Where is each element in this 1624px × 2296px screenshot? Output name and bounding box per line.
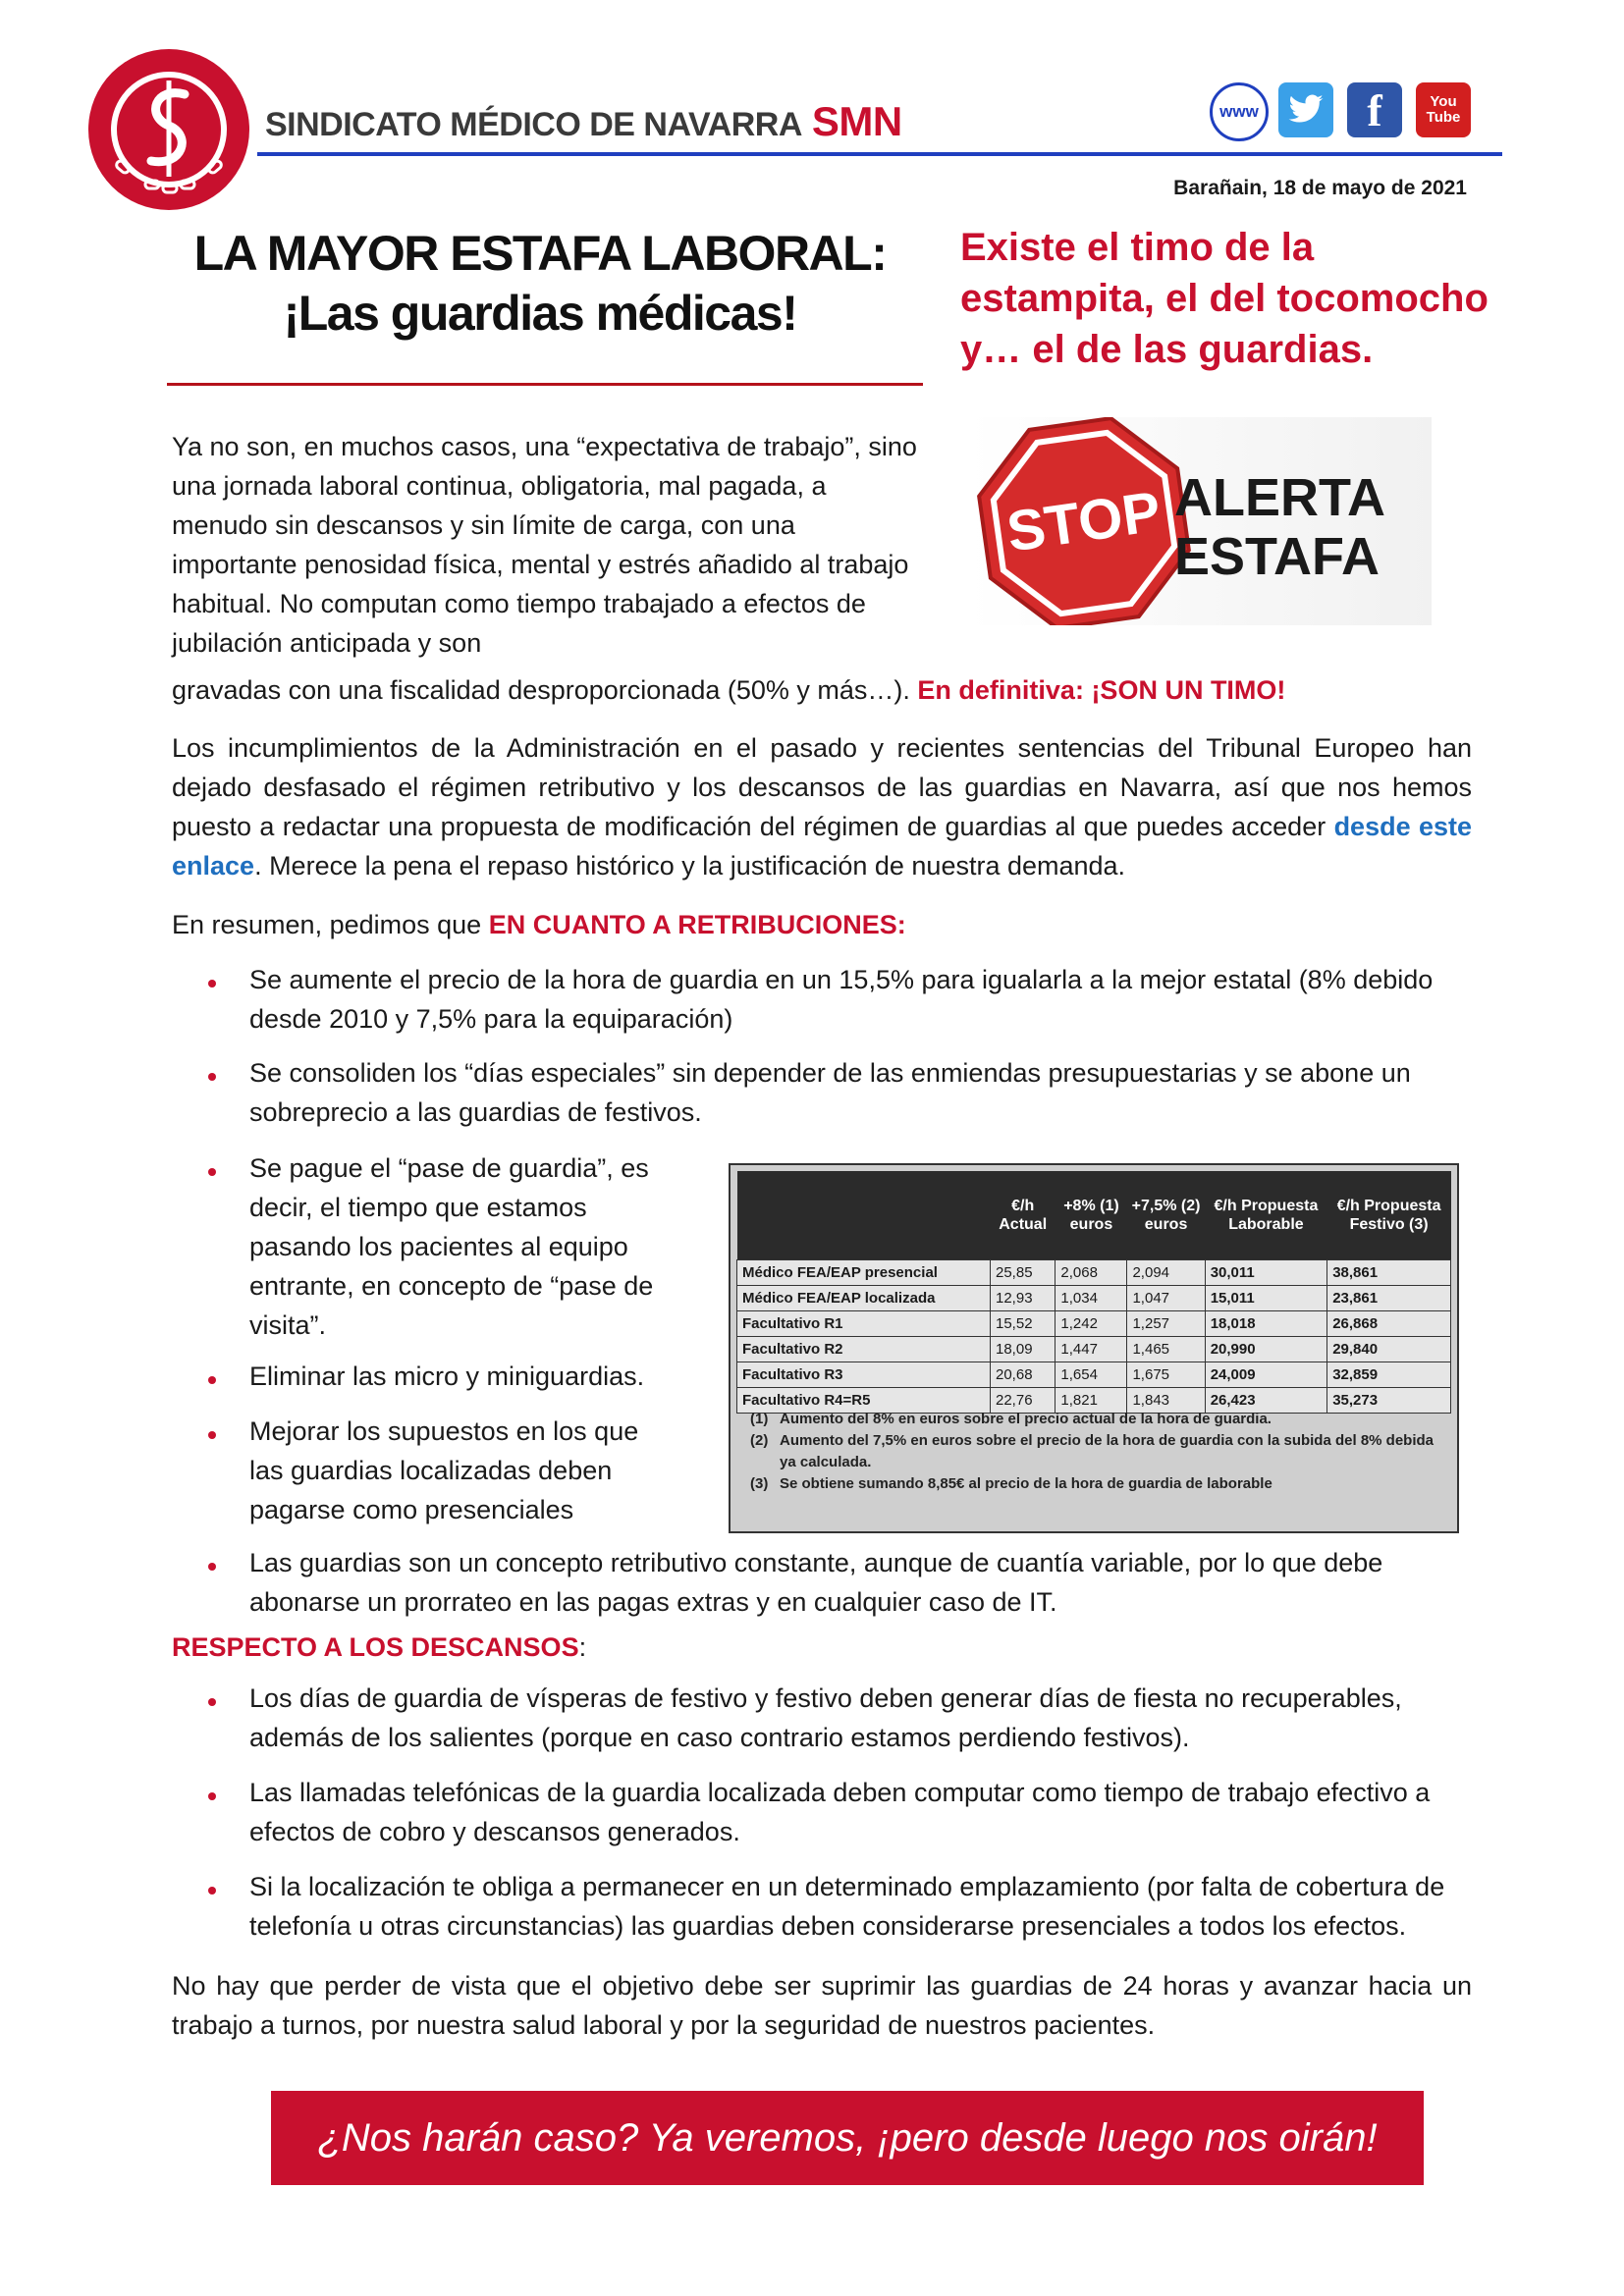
list-item: Las llamadas telefónicas de la guardia localizada deben computar como tiempo de trabajo efectivo a efectos de cobro y descansos generados. bbox=[249, 1778, 1431, 1846]
estafa-text: ESTAFA bbox=[1174, 527, 1380, 586]
column-header: €/h Propuesta Festivo (3) bbox=[1327, 1171, 1451, 1260]
table-cell: 35,273 bbox=[1327, 1388, 1451, 1414]
intro-conclusion: En definitiva: ¡SON UN TIMO! bbox=[917, 675, 1286, 705]
list-item: Se pague el “pase de guardia”, es decir, el tiempo que estamos pasando los pacientes al equipo entrante, en concepto de “pase de visita”. bbox=[249, 1153, 654, 1340]
table-cell: Facultativo R2 bbox=[737, 1337, 991, 1362]
table-row bbox=[737, 1362, 1451, 1388]
intro-last-line bbox=[172, 670, 1478, 710]
table-cell: 1,047 bbox=[1127, 1286, 1205, 1311]
table-cell: 2,068 bbox=[1056, 1260, 1127, 1286]
table-cell: 1,465 bbox=[1127, 1337, 1205, 1362]
footnote-text: Aumento del 7,5% en euros sobre el precio de la hora de guardia con la subida del 8% debida ya calculada. bbox=[780, 1432, 1435, 1470]
table-cell: 1,675 bbox=[1127, 1362, 1205, 1388]
stop-alerta-estafa-image bbox=[968, 417, 1432, 625]
youtube-label-top: You bbox=[1430, 93, 1457, 110]
footnote bbox=[750, 1473, 1437, 1495]
bullet-dot bbox=[208, 1887, 216, 1895]
footnote-number: (2) bbox=[750, 1432, 769, 1449]
youtube-label-bottom: Tube bbox=[1426, 109, 1461, 126]
table-cell: 1,034 bbox=[1056, 1286, 1127, 1311]
table-cell: 2,094 bbox=[1127, 1260, 1205, 1286]
table-cell: 1,257 bbox=[1127, 1311, 1205, 1337]
facebook-label: f bbox=[1367, 84, 1382, 135]
bullet-dot bbox=[208, 1376, 216, 1384]
list-item: Las guardias son un concepto retributivo constante, aunque de cuantía variable, por lo que debe abonarse un prorrateo en las pagas extras y en cualquier caso de IT. bbox=[249, 1548, 1383, 1617]
twitter-icon[interactable] bbox=[1278, 82, 1333, 137]
footnote-number: (1) bbox=[750, 1411, 769, 1427]
list-item: Se aumente el precio de la hora de guardia en un 15,5% para igualarla a la mejor estatal (8% debido desde 2010 y 7,5% para la equiparación) bbox=[249, 965, 1434, 1034]
bullet-dot bbox=[208, 1431, 216, 1439]
table-row bbox=[737, 1311, 1451, 1337]
table-row bbox=[737, 1260, 1451, 1286]
table-cell: 24,009 bbox=[1205, 1362, 1327, 1388]
closing-banner: ¿Nos harán caso? Ya veremos, ¡pero desde luego nos oirán! bbox=[271, 2091, 1424, 2185]
table-cell: 25,85 bbox=[991, 1260, 1056, 1286]
table-cell: 1,242 bbox=[1056, 1311, 1127, 1337]
table-cell: 18,09 bbox=[991, 1337, 1056, 1362]
table-cell: 38,861 bbox=[1327, 1260, 1451, 1286]
footnote bbox=[750, 1430, 1437, 1473]
table-cell: Médico FEA/EAP localizada bbox=[737, 1286, 991, 1311]
www-icon[interactable] bbox=[1210, 82, 1269, 141]
list-item: Eliminar las micro y miniguardias. bbox=[249, 1362, 645, 1391]
main-title bbox=[147, 224, 933, 344]
table-cell: 29,840 bbox=[1327, 1337, 1451, 1362]
main-title-line2: ¡Las guardias médicas! bbox=[283, 286, 797, 341]
table-cell: Facultativo R1 bbox=[737, 1311, 991, 1337]
footnote-text: Aumento del 8% en euros sobre el precio actual de la hora de guardia. bbox=[780, 1411, 1272, 1427]
bullet-dot bbox=[208, 1073, 216, 1081]
fee-table-box bbox=[729, 1163, 1459, 1533]
intro-last-text: gravadas con una fiscalidad desproporcionada (50% y más…). bbox=[172, 675, 918, 705]
main-title-line1: LA MAYOR ESTAFA LABORAL: bbox=[193, 226, 887, 281]
proposal-link[interactable]: desde este enlace bbox=[172, 812, 1472, 881]
table-cell: 20,68 bbox=[991, 1362, 1056, 1388]
org-acronym: SMN bbox=[811, 98, 902, 144]
table-cell: 1,821 bbox=[1056, 1388, 1127, 1414]
footnote bbox=[750, 1409, 1437, 1430]
table-cell: 23,861 bbox=[1327, 1286, 1451, 1311]
para2-before-link: Los incumplimientos de la Administración en el pasado y recientes sentencias del Tribunal Europeo han dejado desfasado el régimen retributivo y los descansos de las guardias en Navarra, así que nos hemos puesto a redactar una propuesta de modificación del régimen de guardias al que puedes acceder bbox=[172, 733, 1472, 841]
footnote-text: Se obtiene sumando 8,85€ al precio de la hora de guardia de laborable bbox=[780, 1475, 1272, 1492]
bullet-dot bbox=[208, 1563, 216, 1571]
org-name bbox=[265, 98, 902, 145]
facebook-icon[interactable] bbox=[1347, 82, 1402, 137]
list-item: Mejorar los supuestos en los que las guardias localizadas deben pagarse como presenciales bbox=[249, 1416, 639, 1524]
intro-paragraph: Ya no son, en muchos casos, una “expectativa de trabajo”, sino una jornada laboral continua, obligatoria, mal pagada, a menudo sin descansos y sin límite de carga, con una importante penosidad física, mental y estrés añadido al trabajo habitual. No computan como tiempo trabajado a efectos de jubilación anticipada y son bbox=[172, 432, 917, 658]
descansos-heading bbox=[172, 1628, 586, 1667]
bullet-dot bbox=[208, 1698, 216, 1706]
table-header-row bbox=[737, 1171, 1451, 1260]
date-line: Barañain, 18 de mayo de 2021 bbox=[1173, 177, 1467, 199]
table-cell: 12,93 bbox=[991, 1286, 1056, 1311]
alerta-text: ALERTA bbox=[1174, 468, 1385, 527]
table-cell: 22,76 bbox=[991, 1388, 1056, 1414]
table-cell: 1,843 bbox=[1127, 1388, 1205, 1414]
column-header: +7,5% (2) euros bbox=[1127, 1171, 1205, 1260]
table-cell: 20,990 bbox=[1205, 1337, 1327, 1362]
list-item: Si la localización te obliga a permanecer en un determinado emplazamiento (por falta de cobertura de telefonía u otras circunstancias) las guardias deben considerarse presenciales a todos los efectos. bbox=[249, 1872, 1445, 1941]
bullet-dot bbox=[208, 1168, 216, 1176]
table-cell: 18,018 bbox=[1205, 1311, 1327, 1337]
para2-after-link: . Merece la pena el repaso histórico y la justificación de nuestra demanda. bbox=[254, 851, 1126, 881]
bullet-dot bbox=[208, 980, 216, 988]
fee-table bbox=[736, 1171, 1451, 1414]
twitter-bird-icon bbox=[1287, 94, 1325, 126]
table-cell: Facultativo R3 bbox=[737, 1362, 991, 1388]
summary-before: En resumen, pedimos que bbox=[172, 910, 489, 939]
table-footnotes bbox=[750, 1409, 1437, 1495]
bullet-dot bbox=[208, 1792, 216, 1800]
column-header: +8% (1) euros bbox=[1056, 1171, 1127, 1260]
table-cell: 26,868 bbox=[1327, 1311, 1451, 1337]
closing-paragraph: No hay que perder de vista que el objetivo debe ser suprimir las guardias de 24 horas y avanzar hacia un trabajo a turnos, por nuestra salud laboral y por la seguridad de nuestros pacientes. bbox=[172, 1971, 1472, 2040]
table-cell: Facultativo R4=R5 bbox=[737, 1388, 991, 1414]
column-header bbox=[737, 1171, 991, 1260]
list-item: Los días de guardia de vísperas de festivo y festivo deben generar días de fiesta no recuperables, además de los salientes (porque en caso contrario estamos perdiendo festivos). bbox=[249, 1683, 1402, 1752]
www-label: www bbox=[1219, 102, 1259, 121]
retribuciones-heading: EN CUANTO A RETRIBUCIONES: bbox=[488, 910, 906, 939]
column-header: €/h Propuesta Laborable bbox=[1205, 1171, 1327, 1260]
descansos-heading-colon: : bbox=[578, 1632, 587, 1662]
table-cell: 15,52 bbox=[991, 1311, 1056, 1337]
youtube-icon[interactable] bbox=[1416, 82, 1471, 137]
footnote-number: (3) bbox=[750, 1475, 769, 1492]
table-row bbox=[737, 1337, 1451, 1362]
org-name-text: SINDICATO MÉDICO DE NAVARRA bbox=[265, 106, 802, 143]
side-quote: Existe el timo de la estampita, el del tocomocho y… el de las guardias. bbox=[960, 226, 1489, 371]
table-cell: 1,447 bbox=[1056, 1337, 1127, 1362]
table-cell: 30,011 bbox=[1205, 1260, 1327, 1286]
table-row bbox=[737, 1286, 1451, 1311]
smn-logo bbox=[86, 47, 251, 212]
header-rule bbox=[257, 152, 1502, 156]
summary-line bbox=[172, 905, 1448, 944]
stop-text: STOP bbox=[1002, 479, 1164, 564]
table-cell: Médico FEA/EAP presencial bbox=[737, 1260, 991, 1286]
table-cell: 1,654 bbox=[1056, 1362, 1127, 1388]
column-header: €/h Actual bbox=[991, 1171, 1056, 1260]
title-rule bbox=[167, 383, 923, 386]
list-item: Se consoliden los “días especiales” sin depender de las enmiendas presupuestarias y se abone un sobreprecio a las guardias de festivos. bbox=[249, 1058, 1411, 1127]
table-cell: 15,011 bbox=[1205, 1286, 1327, 1311]
table-cell: 32,859 bbox=[1327, 1362, 1451, 1388]
table-cell: 26,423 bbox=[1205, 1388, 1327, 1414]
administration-paragraph bbox=[172, 728, 1472, 885]
descansos-heading-text: RESPECTO A LOS DESCANSOS bbox=[172, 1632, 579, 1662]
